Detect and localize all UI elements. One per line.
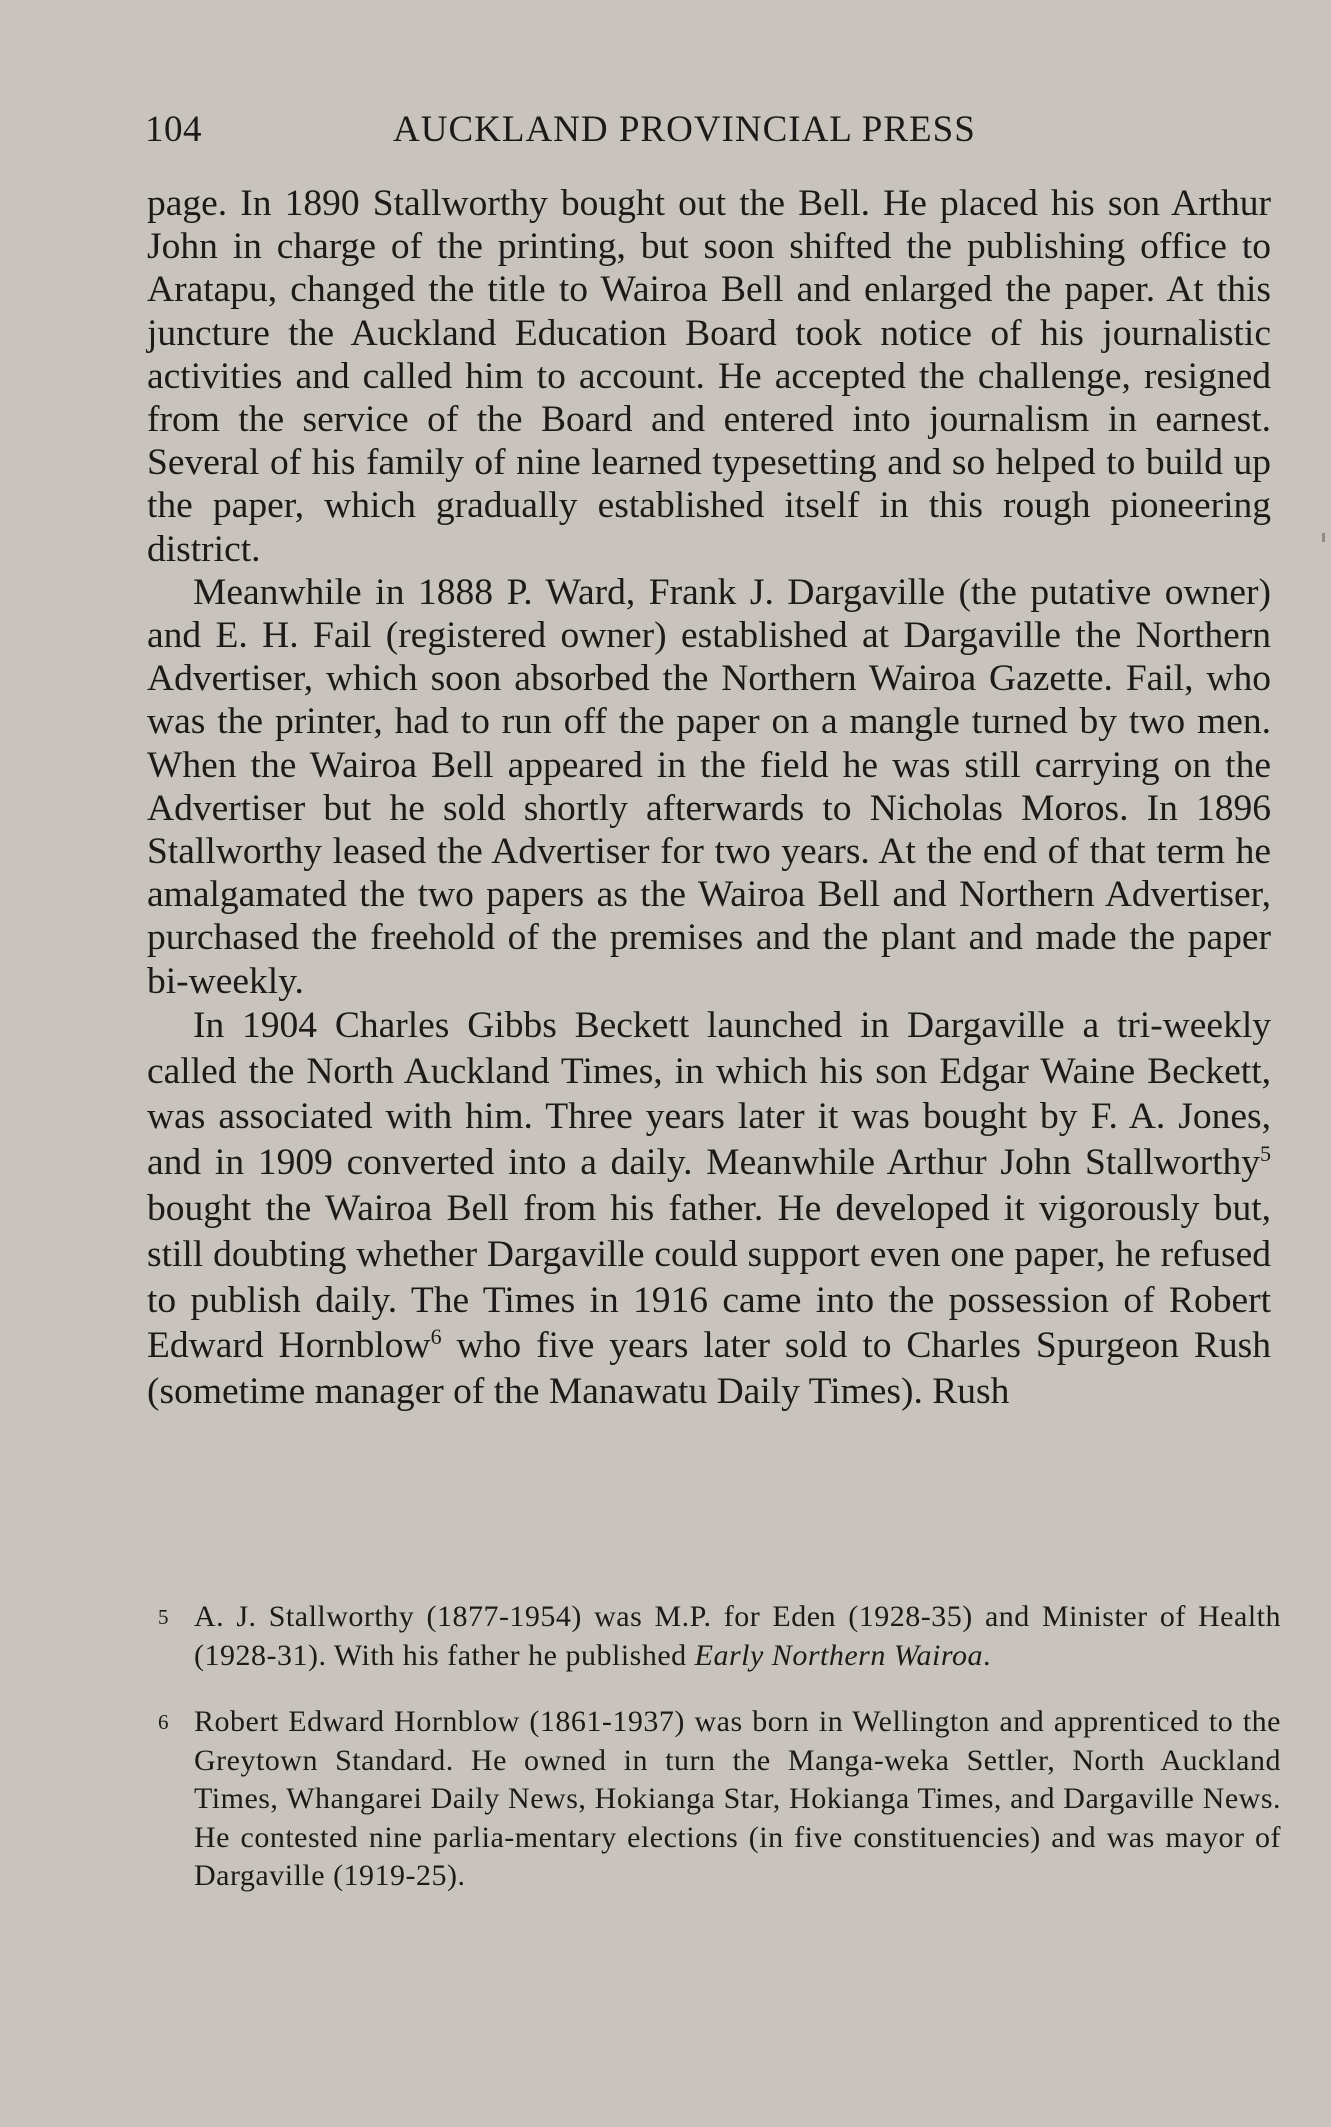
paragraph-3-part-2: bought the Wairoa Bell from his father. He developed it vigorously but, still doubting whether Dargaville could support even one paper, he refused to publish daily. The Times in 1916 came into the possession of Robert Edward Hornblow: [147, 1188, 1271, 1367]
footnote-marker: 5: [158, 1605, 169, 1629]
paragraph-3-part-1: In 1904 Charles Gibbs Beckett launched in Dargaville a tri-weekly called the North Auckland Times, in which his son Edgar Waine Beckett, was associated with him. Three years later it was bought by F. A. Jones, and in 1909 converted into a daily. Meanwhile Arthur John Stallworthy: [147, 1004, 1271, 1184]
footnote-reference-5[interactable]: 5: [1260, 1141, 1271, 1167]
book-title: Early Northern Wairoa: [694, 1638, 983, 1672]
page-number: 104: [145, 109, 202, 150]
footnote-text: A. J. Stallworthy (1877-1954) was M.P. for Eden (1928-35) and Minister of Health (1928-31). With his father he published: [194, 1600, 1281, 1672]
footnote-6: [158, 1703, 1281, 1896]
paragraph-2: Meanwhile in 1888 P. Ward, Frank J. Dargaville (the putative owner) and E. H. Fail (registered owner) established at Dargaville the Northern Advertiser, which soon absorbed the Northern Wairoa Gazette. Fail, who was the printer, had to run off the paper on a mangle turned by two men. When the Wairoa Bell appeared in the field he was still carrying on the Advertiser but he sold shortly afterwards to Nicholas Moros. In 1896 Stallworthy leased the Advertiser for two years. At the end of that term he amalgamated the two papers as the Wairoa Bell and Northern Advertiser, purchased the freehold of the premises and the plant and made the paper bi-weekly.: [147, 571, 1271, 1002]
paragraph-3: [147, 1003, 1271, 1415]
footnote-text: Robert Edward Hornblow (1861-1937) was born in Wellington and apprenticed to the Greytown Standard. He owned in turn the Manga-weka Settler, North Auckland Times, Whangarei Daily News, Hokianga Star, Hokianga Times, and Dargaville News. He contested nine parlia-mentary elections (in five constituencies) and was mayor of Dargaville (1919-25).: [194, 1705, 1281, 1892]
footnote-reference-6[interactable]: 6: [430, 1324, 442, 1350]
page-header: [145, 108, 1273, 152]
footnote-marker: 6: [158, 1710, 169, 1734]
footnotes: [158, 1598, 1281, 1896]
body-text: [147, 182, 1271, 1415]
footnote-5: [158, 1598, 1281, 1675]
paragraph-1: page. In 1890 Stallworthy bought out the Bell. He placed his son Arthur John in charge of the printing, but soon shifted the publishing office to Aratapu, changed the title to Wairoa Bell and enlarged the paper. At this juncture the Auckland Education Board took notice of his journalistic activities and called him to account. He accepted the challenge, resigned from the service of the Board and entered into journalism in earnest. Several of his family of nine learned typesetting and so helped to build up the paper, which gradually established itself in this rough pioneering district.: [147, 183, 1271, 570]
running-title: AUCKLAND PROVINCIAL PRESS: [393, 109, 976, 150]
footnote-end: .: [982, 1638, 991, 1672]
paragraph-3-part-3: who five years later sold to Charles Spurgeon Rush (sometime manager of the Manawatu Daily Times). Rush: [147, 1325, 1271, 1413]
paper-speck: [1322, 533, 1325, 542]
